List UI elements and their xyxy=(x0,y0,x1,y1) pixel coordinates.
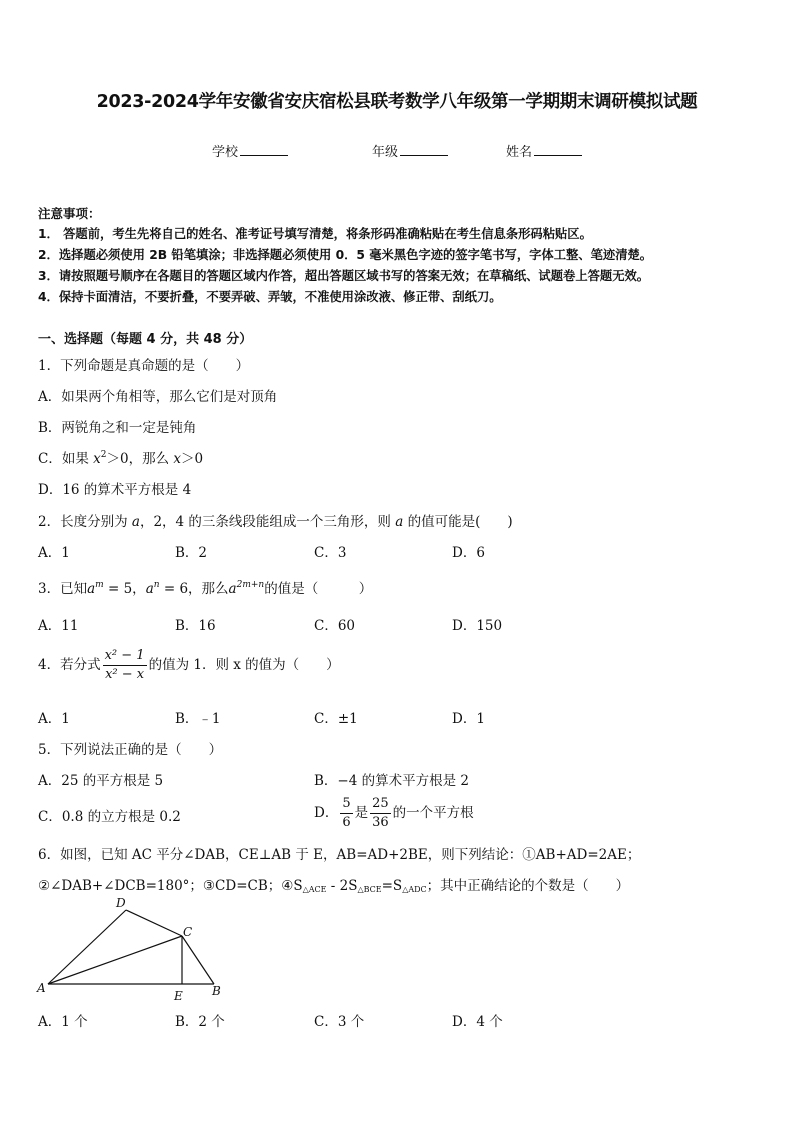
name-field[interactable] xyxy=(506,141,582,160)
q5-option-c[interactable]: C．0.8 的立方根是 0.2 xyxy=(38,809,181,825)
segment-dc xyxy=(126,910,182,936)
q2-option-a[interactable]: A．1 xyxy=(38,545,70,561)
q4-stem: 4．若分式 $\frac{\text{x² − 1}}{\text{x² − x}}$ 的值为 1．则 x 的值为（ ） xyxy=(38,648,340,682)
q3-option-b[interactable]: B．16 xyxy=(175,618,216,634)
segment-cb xyxy=(182,936,214,984)
segment-ac xyxy=(48,936,182,984)
q6-stem-line2: ②∠DAB+∠DCB=180°；③CD=CB；$④S_{\triangle ACE} - 2S_{\triangle BCE}=S_{\triangle ADC}$；其中正确结论的个数是（ ） xyxy=(38,878,630,894)
q5-option-d[interactable]: D． $\frac{5}{6}$ 是 $\frac{25}{36}$ 的一个平方根 xyxy=(314,796,474,830)
q2-option-b[interactable]: B．2 xyxy=(175,545,208,561)
label-b: B xyxy=(212,984,221,998)
q3-option-a[interactable]: A．11 xyxy=(38,618,79,634)
notice-item-1: 1． 答题前，考生先将自己的姓名、准考证号填写清楚，将条形码准确粘贴在考生信息条形码粘贴区。 xyxy=(38,227,592,241)
name-label: 姓名 xyxy=(506,145,533,160)
section-choice-heading: 一、选择题（每题 4 分，共 48 分） xyxy=(38,332,253,347)
school-field[interactable] xyxy=(212,141,288,160)
q6-figure xyxy=(32,894,232,1004)
q4-option-a[interactable]: A．1 xyxy=(38,711,70,727)
q3-option-c[interactable]: C．60 xyxy=(314,618,356,634)
q6-option-b[interactable]: B．2 个 xyxy=(175,1014,225,1030)
school-label: 学校 xyxy=(212,145,239,160)
notice-item-4: 4．保持卡面清洁，不要折叠，不要弄破、弄皱，不准使用涂改液、修正带、刮纸刀。 xyxy=(38,290,502,304)
label-a: A xyxy=(37,981,46,995)
notice-item-3: 3．请按照题号顺序在各题目的答题区域内作答，超出答题区域书写的答案无效；在草稿纸、试题卷上答题无效。 xyxy=(38,269,650,283)
q5-stem: 5．下列说法正确的是（ ） xyxy=(38,742,223,758)
q6-option-d[interactable]: D．4 个 xyxy=(452,1014,503,1030)
q1-c-xsq: x xyxy=(93,451,101,467)
page-title: 2023-2024学年安徽省安庆宿松县联考数学八年级第一学期期末调研模拟试题 xyxy=(96,92,698,112)
q6-option-a[interactable]: A．1 个 xyxy=(38,1014,88,1030)
q5-fraction-2: $\frac{25}{36}$ xyxy=(372,796,389,830)
q1-option-d[interactable]: D．16 的算术平方根是 4 xyxy=(38,482,192,498)
q4-option-c[interactable]: C．±1 xyxy=(314,711,358,727)
q6-stem-line1: 6．如图，已知 AC 平分∠DAB，CE⊥AB 于 E，AB=AD+2BE，则下列结论：①AB+AD=2AE； xyxy=(38,847,641,863)
q5-option-a[interactable]: A．25 的平方根是 5 xyxy=(38,773,164,789)
grade-field[interactable] xyxy=(372,141,448,160)
q3-stem: 3．已知$a^m = 5$，$a^n = 6$，那么$a^{2m+n}$的值是（ ） xyxy=(38,580,373,597)
q3-option-d[interactable]: D．150 xyxy=(452,618,503,634)
grade-label: 年级 xyxy=(372,145,399,160)
notice-heading: 注意事项： xyxy=(38,206,101,221)
school-blank[interactable] xyxy=(240,143,288,156)
q1-stem: 1．下列命题是真命题的是（ ） xyxy=(38,358,250,374)
q6-option-c[interactable]: C．3 个 xyxy=(314,1014,365,1030)
notice-item-2: 2．选择题必须使用 2B 铅笔填涂；非选择题必须使用 0．5 毫米黑色字迹的签字笔书写，字体工整、笔迹清楚。 xyxy=(38,248,653,262)
q1-c-pre: C．如果 xyxy=(38,451,94,467)
q2-stem: 2．长度分别为 a，2，4 的三条线段能组成一个三角形，则 a 的值可能是( ) xyxy=(38,514,513,530)
q5-option-b[interactable]: B．−4 的算术平方根是 2 xyxy=(314,773,469,789)
q1-option-c[interactable]: C．如果 $x^2>0$，那么 x＞0 xyxy=(38,450,204,467)
q2-option-d[interactable]: D．6 xyxy=(452,545,485,561)
q4-option-d[interactable]: D．1 xyxy=(452,711,485,727)
name-blank[interactable] xyxy=(534,143,582,156)
q1-option-a[interactable]: A．如果两个角相等，那么它们是对顶角 xyxy=(38,389,278,405)
segment-ad xyxy=(48,910,126,984)
label-d: D xyxy=(116,896,126,910)
label-c: C xyxy=(183,925,193,939)
q1-option-b[interactable]: B．两锐角之和一定是钝角 xyxy=(38,420,197,436)
label-e: E xyxy=(174,989,183,1003)
q4-fraction: $\frac{\text{x² − 1}}{\text{x² − x}}$ xyxy=(104,648,145,682)
grade-blank[interactable] xyxy=(400,143,448,156)
q1-c-post: ＞0 xyxy=(181,451,204,467)
q4-option-b[interactable]: B．﹣1 xyxy=(175,711,221,727)
q2-option-c[interactable]: C．3 xyxy=(314,545,347,561)
q1-c-mid: ＞0，那么 xyxy=(106,451,174,467)
q5-fraction-1: $\frac{5}{6}$ xyxy=(342,796,351,830)
